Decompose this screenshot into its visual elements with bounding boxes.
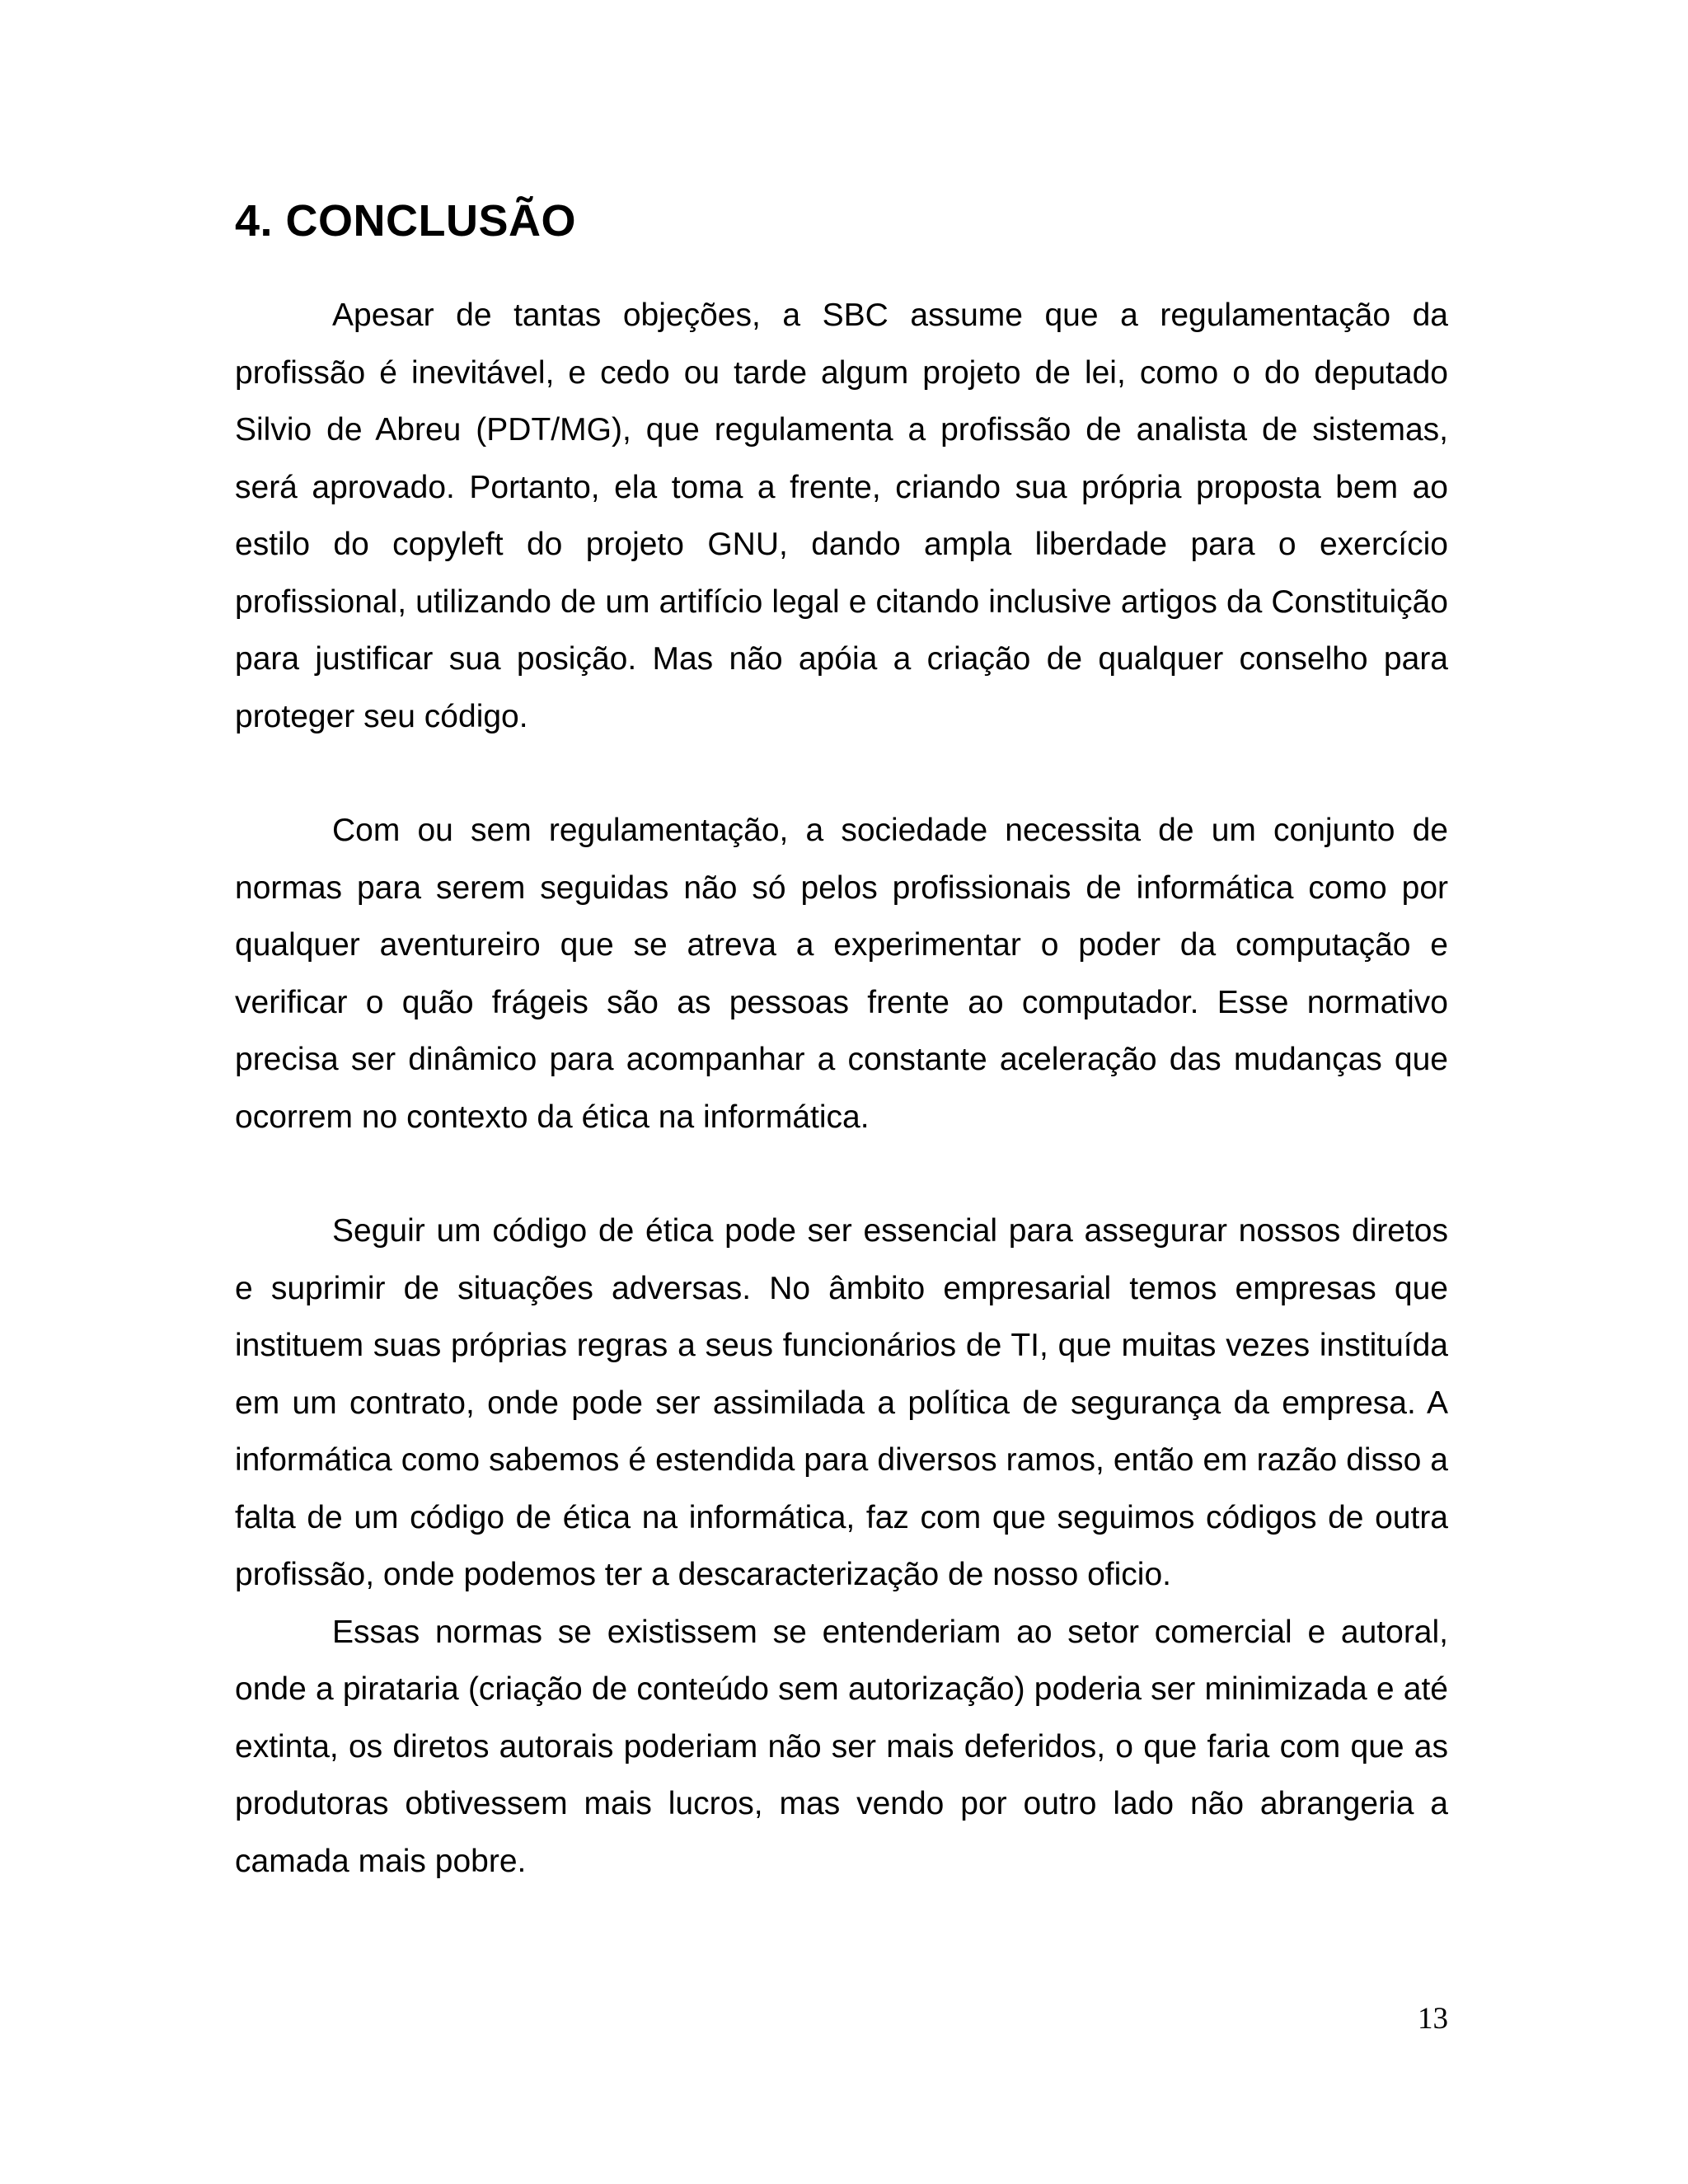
paragraph-3: Seguir um código de ética pode ser essencial para assegurar nossos diretos e suprimir de situações adversas. No âmbito empresarial temos empresas que instituem suas próprias regras a seus funcionários de TI, que muitas vezes instituída em um contrato, onde pode ser assimilada a política de segurança da empresa. A informática como sabemos é estendida para diversos ramos, então em razão disso a falta de um código de ética na informática, faz com que seguimos códigos de outra profissão, onde podemos ter a descaracterização de nosso oficio. (235, 1213, 1448, 1592)
section-heading: 4. CONCLUSÃO (235, 196, 577, 246)
paragraph-4: Essas normas se existissem se entenderiam ao setor comercial e autoral, onde a pirataria (criação de conteúdo sem autorização) poderia ser minimizada e até extinta, os diretos autorais poderiam não ser mais deferidos, o que faria com que as produtoras obtivessem mais lucros, mas vendo por outro lado não abrangeria a camada mais pobre. (235, 1614, 1448, 1879)
paragraph-1: Apesar de tantas objeções, a SBC assume que a regulamentação da profissão é inevitável, e cedo ou tarde algum projeto de lei, como o do deputado Silvio de Abreu (PDT/MG), que regulamenta a profissão de analista de sistemas, será aprovado. Portanto, ela toma a frente, criando sua própria proposta bem ao estilo do copyleft do projeto GNU, dando ampla liberdade para o exercício profissional, utilizando de um artifício legal e citando inclusive artigos da Constituição para justificar sua posição. Mas não apóia a criação de qualquer conselho para proteger seu código. (235, 298, 1448, 734)
paragraph-2: Com ou sem regulamentação, a sociedade necessita de um conjunto de normas para serem seguidas não só pelos profissionais de informática como por qualquer aventureiro que se atreva a experimentar o poder da computação e verificar o quão frágeis são as pessoas frente ao computador. Esse normativo precisa ser dinâmico para acompanhar a constante aceleração das mudanças que ocorrem no contexto da ética na informática. (235, 813, 1448, 1135)
page-content (235, 188, 1448, 1890)
page-number: 13 (1418, 2002, 1448, 2036)
